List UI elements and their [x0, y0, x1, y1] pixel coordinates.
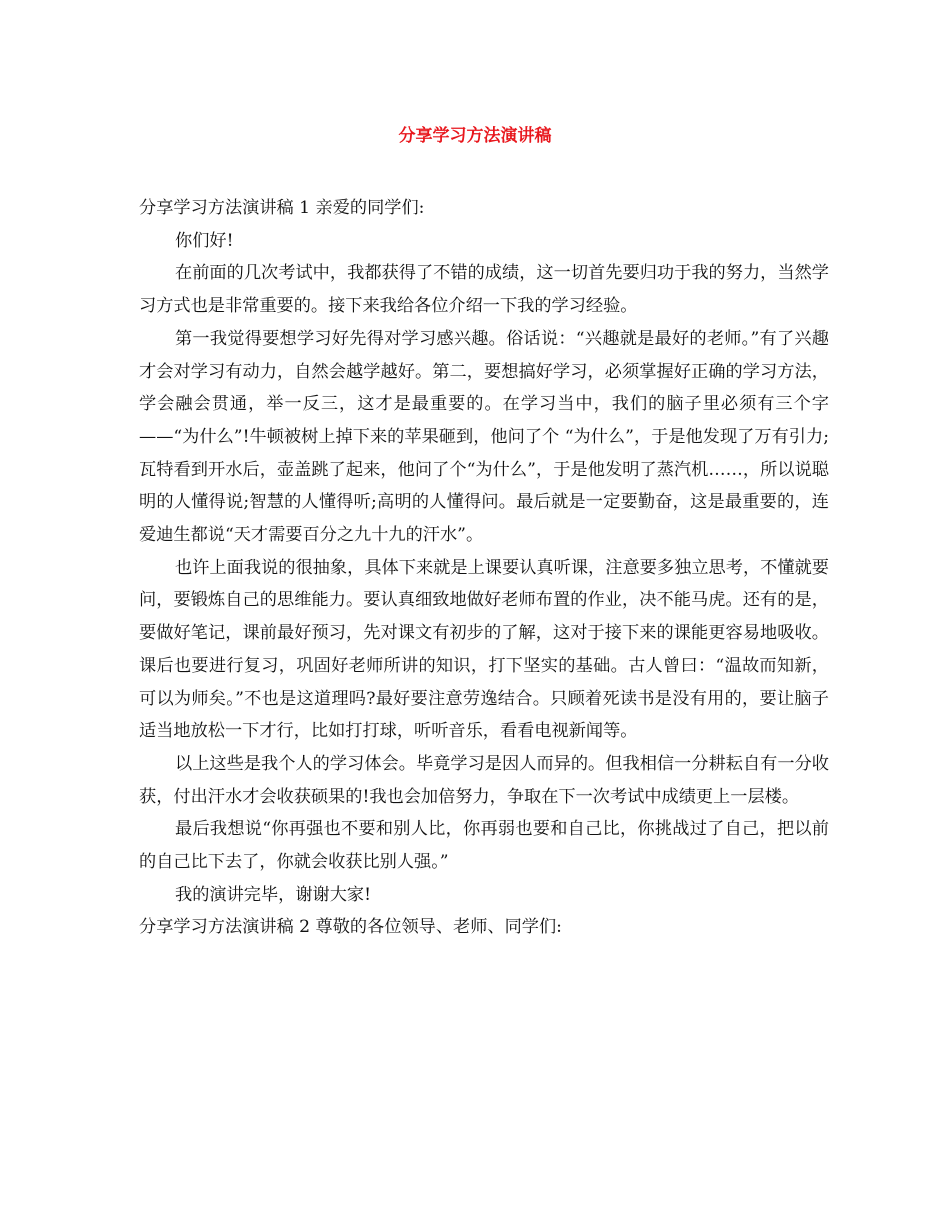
- paragraph-closing-quote: 最后我想说“你再强也不要和别人比，你再弱也要和自己比，你挑战过了自己，把以前的自己比下去了，你就会收获比别人强。”: [139, 819, 829, 873]
- paragraph-greeting: 你们好!: [175, 230, 234, 251]
- paragraph-experience: 以上这些是我个人的学习体会。毕竟学习是因人而异的。但我相信一分耕耘自有一分收获，付出汗水才会收获硕果的!我也会加倍努力，争取在下一次考试中成绩更上一层楼。: [139, 753, 829, 807]
- paragraph-details: 也许上面我说的很抽象，具体下来就是上课要认真听课，注意要多独立思考，不懂就要问，要锻炼自己的思维能力。要认真细致地做好老师布置的作业，决不能马虎。还有的是，要做好笔记，课前最好预习，先对课文有初步的了解，这对于接下来的课能更容易地吸收。课后也要进行复习，巩固好老师所讲的知识，打下坚实的基础。古人曾曰：“温故而知新，可以为师矣。”不也是这道理吗?最好要注意劳逸结合。只顾着死读书是没有用的，要让脑子适当地放松一下才行，比如打打球，听听音乐，看看电视新闻等。: [139, 557, 829, 742]
- section-heading-1: 分享学习方法演讲稿 1 亲爱的同学们:: [139, 198, 425, 218]
- paragraph-interest: 第一我觉得要想学习好先得对学习感兴趣。俗话说：“兴趣就是最好的老师。”有了兴趣才会对学习有动力，自然会越学越好。第二，要想搞好学习，必须掌握好正确的学习方法，学会融会贯通，举一反三，这才是最重要的。在学习当中，我们的脑子里必须有三个字——“为什么”!牛顿被树上掉下来的苹果砸到，他问了个 “为什么”，于是他发现了万有引力;瓦特看到开水后，壶盖跳了起来，他问了个“为什么”，于是他发明了蒸汽机……，所以说聪明的人懂得说;智慧的人懂得听;高明的人懂得问。最后就是一定要勤奋，这是最重要的，连爱迪生都说“天才需要百分之九十九的汗水”。: [139, 328, 829, 546]
- section-heading-2: 分享学习方法演讲稿 2 尊敬的各位领导、老师、同学们:: [139, 917, 562, 938]
- paragraph-thanks: 我的演讲完毕，谢谢大家!: [175, 884, 371, 905]
- paragraph-intro: 在前面的几次考试中，我都获得了不错的成绩，这一切首先要归功于我的努力，当然学习方式也是非常重要的。接下来我给各位介绍一下我的学习经验。: [139, 263, 829, 317]
- document-title: 分享学习方法演讲稿: [398, 126, 552, 146]
- document-body: [139, 192, 829, 944]
